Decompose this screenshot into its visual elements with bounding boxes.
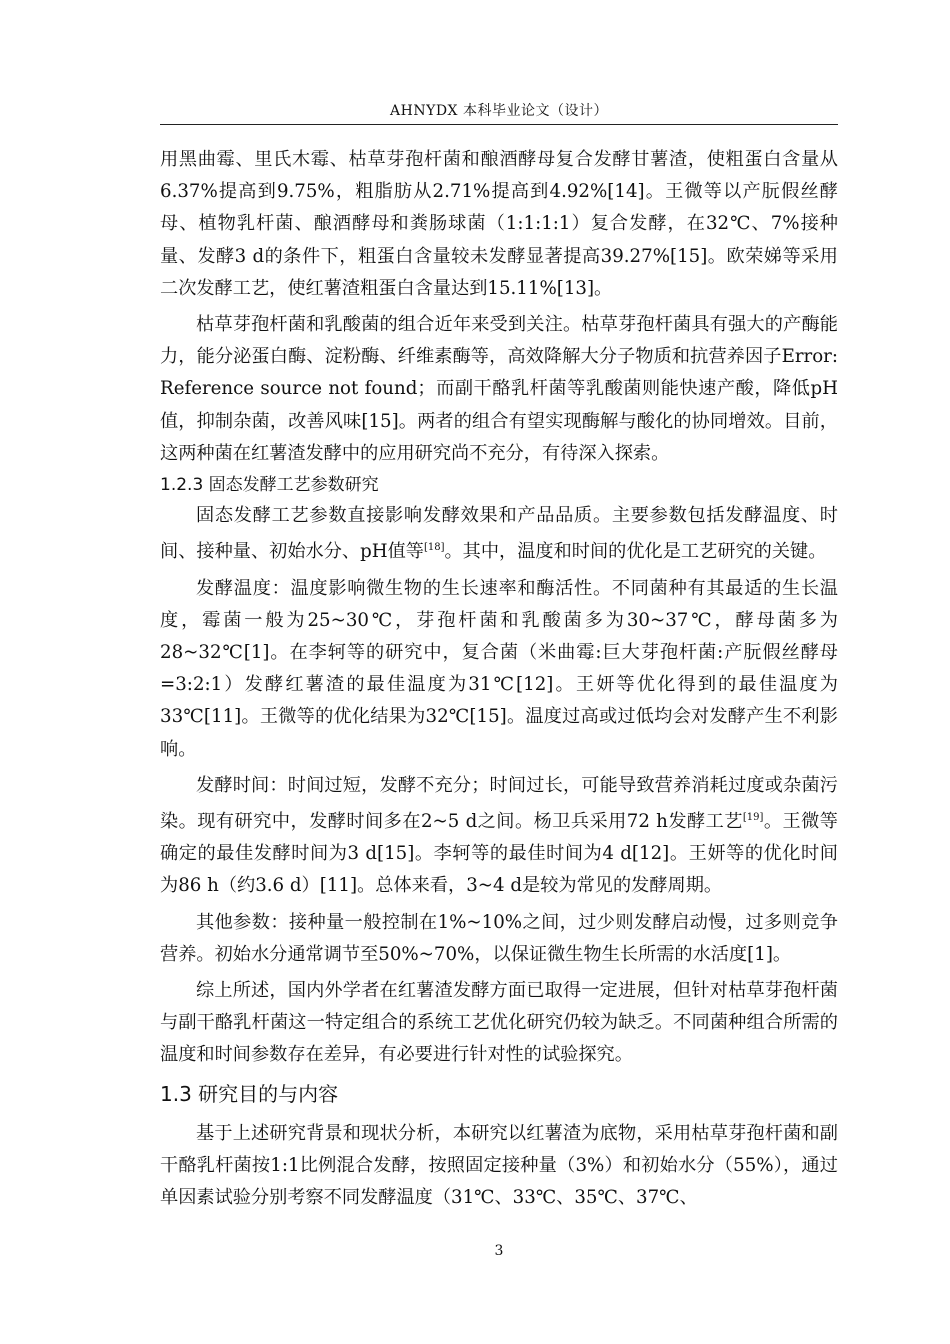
- citation-19: [19]: [742, 811, 764, 823]
- header-rule: [160, 124, 838, 125]
- page-number: 3: [494, 1243, 504, 1259]
- paragraph-parameters-tail: 。其中，温度和时间的优化是工艺研究的关键。: [444, 541, 827, 563]
- paragraph-parameters: [160, 500, 838, 568]
- paragraph-time: [160, 770, 838, 903]
- citation-18: [18]: [423, 542, 445, 554]
- paragraph-summary: 综上所述，国内外学者在红薯渣发酵方面已取得一定进展，但针对枯草芽孢杆菌与副干酪乳杆菌这一特定组合的系统工艺优化研究仍较为缺乏。不同菌种组合所需的温度和时间参数存在差异，有必要进行针对性的试验探究。: [160, 980, 838, 1066]
- paragraph-bacillus-lactic: 枯草芽孢杆菌和乳酸菌的组合近年来受到关注。枯草芽孢杆菌具有强大的产酶能力，能分泌蛋白酶、淀粉酶、纤维素酶等，高效降解大分子物质和抗营养因子Error: Reference source not found；而副干酪乳杆菌等乳酸菌则能快速产酸，降低pH值，抑制杂菌，改善风味[15]。两者的组合有望实现酶解与酸化的协同增效。目前，这两种菌在红薯渣发酵中的应用研究尚不充分，有待深入探索。: [160, 314, 838, 464]
- paragraph-research-aim: 基于上述研究背景和现状分析，本研究以红薯渣为底物，采用枯草芽孢杆菌和副干酪乳杆菌按1:1比例混合发酵，按照固定接种量（3%）和初始水分（55%），通过单因素试验分别考察不同发酵温度（31℃、33℃、35℃、37℃、: [160, 1122, 838, 1209]
- paragraph-temperature: 发酵温度：温度影响微生物的生长速率和酶活性。不同菌种有其最适的生长温度，霉菌一般为25~30℃，芽孢杆菌和乳酸菌多为30~37℃，酵母菌多为28~32℃[1]。在李轲等的研究中，复合菌（米曲霉:巨大芽孢杆菌:产朊假丝酵母=3:2:1）发酵红薯渣的最佳温度为31℃[12]。王妍等优化得到的最佳温度为33℃[11]。王微等的优化结果为32℃[15]。温度过高或过低均会对发酵产生不利影响。: [160, 577, 838, 760]
- paragraph-time-tail: 。王微等确定的最佳发酵时间为3 d[15]。李轲等的最佳时间为4 d[12]。王妍等的优化时间为86 h（约3.6 d）[11]。总体来看，3~4 d是较为常见的发酵周期。: [160, 810, 838, 897]
- paragraph-parameters-text: 固态发酵工艺参数直接影响发酵效果和产品品质。主要参数包括发酵温度、时间、接种量、初始水分、pH值等: [160, 505, 838, 563]
- paragraph-other-params: 其他参数：接种量一般控制在1%~10%之间，过少则发酵启动慢，过多则竞争营养。初始水分通常调节至50%~70%，以保证微生物生长所需的水活度[1]。: [160, 911, 838, 965]
- paragraph-time-text: 发酵时间：时间过短，发酵不充分；时间过长，可能导致营养消耗过度或杂菌污染。现有研究中，发酵时间多在2~5 d之间。杨卫兵采用72 h发酵工艺: [160, 774, 838, 832]
- body-text: [160, 144, 838, 1214]
- running-header: AHNYDX 本科毕业论文（设计）: [390, 103, 608, 119]
- section-heading-1-2-3: 1.2.3 固态发酵工艺参数研究: [160, 475, 379, 496]
- section-heading-1-3: 1.3 研究目的与内容: [160, 1081, 339, 1106]
- paragraph-continued: 用黑曲霉、里氏木霉、枯草芽孢杆菌和酿酒酵母复合发酵甘薯渣，使粗蛋白含量从6.37%提高到9.75%，粗脂肪从2.71%提高到4.92%[14]。王微等以产朊假丝酵母、植物乳杆菌、酿酒酵母和粪肠球菌（1:1:1:1）复合发酵，在32℃、7%接种量、发酵3 d的条件下，粗蛋白含量较未发酵显著提高39.27%[15]。欧荣娣等采用二次发酵工艺，使红薯渣粗蛋白含量达到15.11%[13]。: [160, 149, 838, 299]
